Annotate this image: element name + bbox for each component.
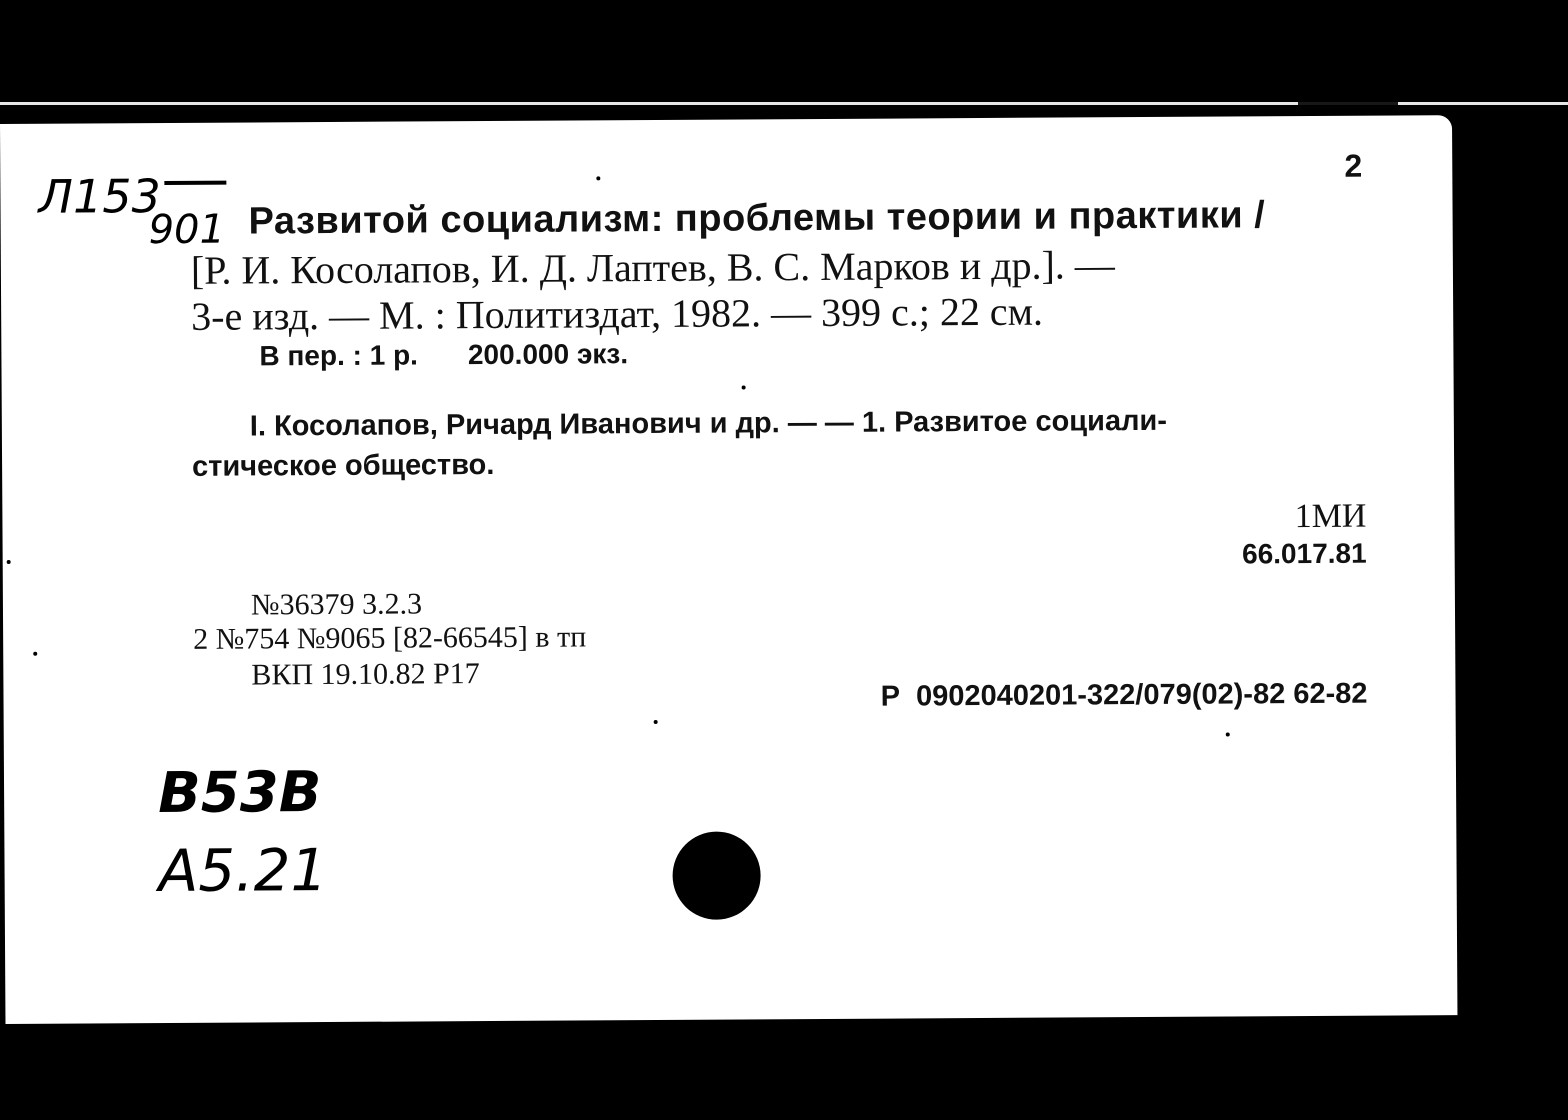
- handwritten-fraction: 901: [148, 206, 226, 254]
- speck: [654, 720, 658, 724]
- index-code: 1МИ: [1294, 497, 1367, 536]
- punch-hole: [672, 831, 761, 920]
- record-line-3: ВКП 19.10.82 Р17: [251, 657, 480, 692]
- speck: [7, 560, 11, 564]
- publication-code-line: [881, 678, 1368, 714]
- speck: [596, 176, 600, 180]
- classification-code: 66.017.81: [1241, 537, 1367, 570]
- handwritten-code-1: В53В: [157, 760, 322, 827]
- p-label: Р: [880, 680, 901, 713]
- edition-line: 3-е изд. — М. : Политиздат, 1982. — 399 с.; 22 см.: [191, 288, 1044, 339]
- record-line-2: 2 №754 №9065 [82-66545] в тп: [193, 620, 587, 656]
- catalog-card: [0, 115, 1457, 1024]
- scan-edge-gap: [1298, 102, 1398, 105]
- handwritten-fraction-bar: [165, 181, 227, 185]
- speck: [742, 385, 746, 389]
- price-line: [259, 338, 628, 372]
- speck: [33, 652, 37, 656]
- p-code: 0902040201-322/079(02)-82 62-82: [915, 677, 1368, 713]
- binding-price: В пер. : 1 р.: [259, 339, 418, 372]
- handwritten-code-2: А5.21: [158, 836, 328, 906]
- book-title: Развитой социализм: проблемы теории и практики /: [248, 194, 1266, 243]
- handwritten-shelfmark: Л153: [38, 169, 227, 224]
- record-number: №36379 3.2.3: [250, 587, 423, 622]
- print-run: 200.000 экз.: [467, 338, 629, 371]
- tracing-line-2: стическое общество.: [192, 448, 495, 483]
- authors-line: [Р. И. Косолапов, И. Д. Лаптев, В. С. Марков и др.]. —: [190, 242, 1115, 293]
- speck: [1226, 732, 1230, 736]
- tracing-line-1: I. Косолапов, Ричард Иванович и др. — — 1. Развитое социали-: [249, 404, 1168, 443]
- card-number: 2: [1344, 147, 1363, 184]
